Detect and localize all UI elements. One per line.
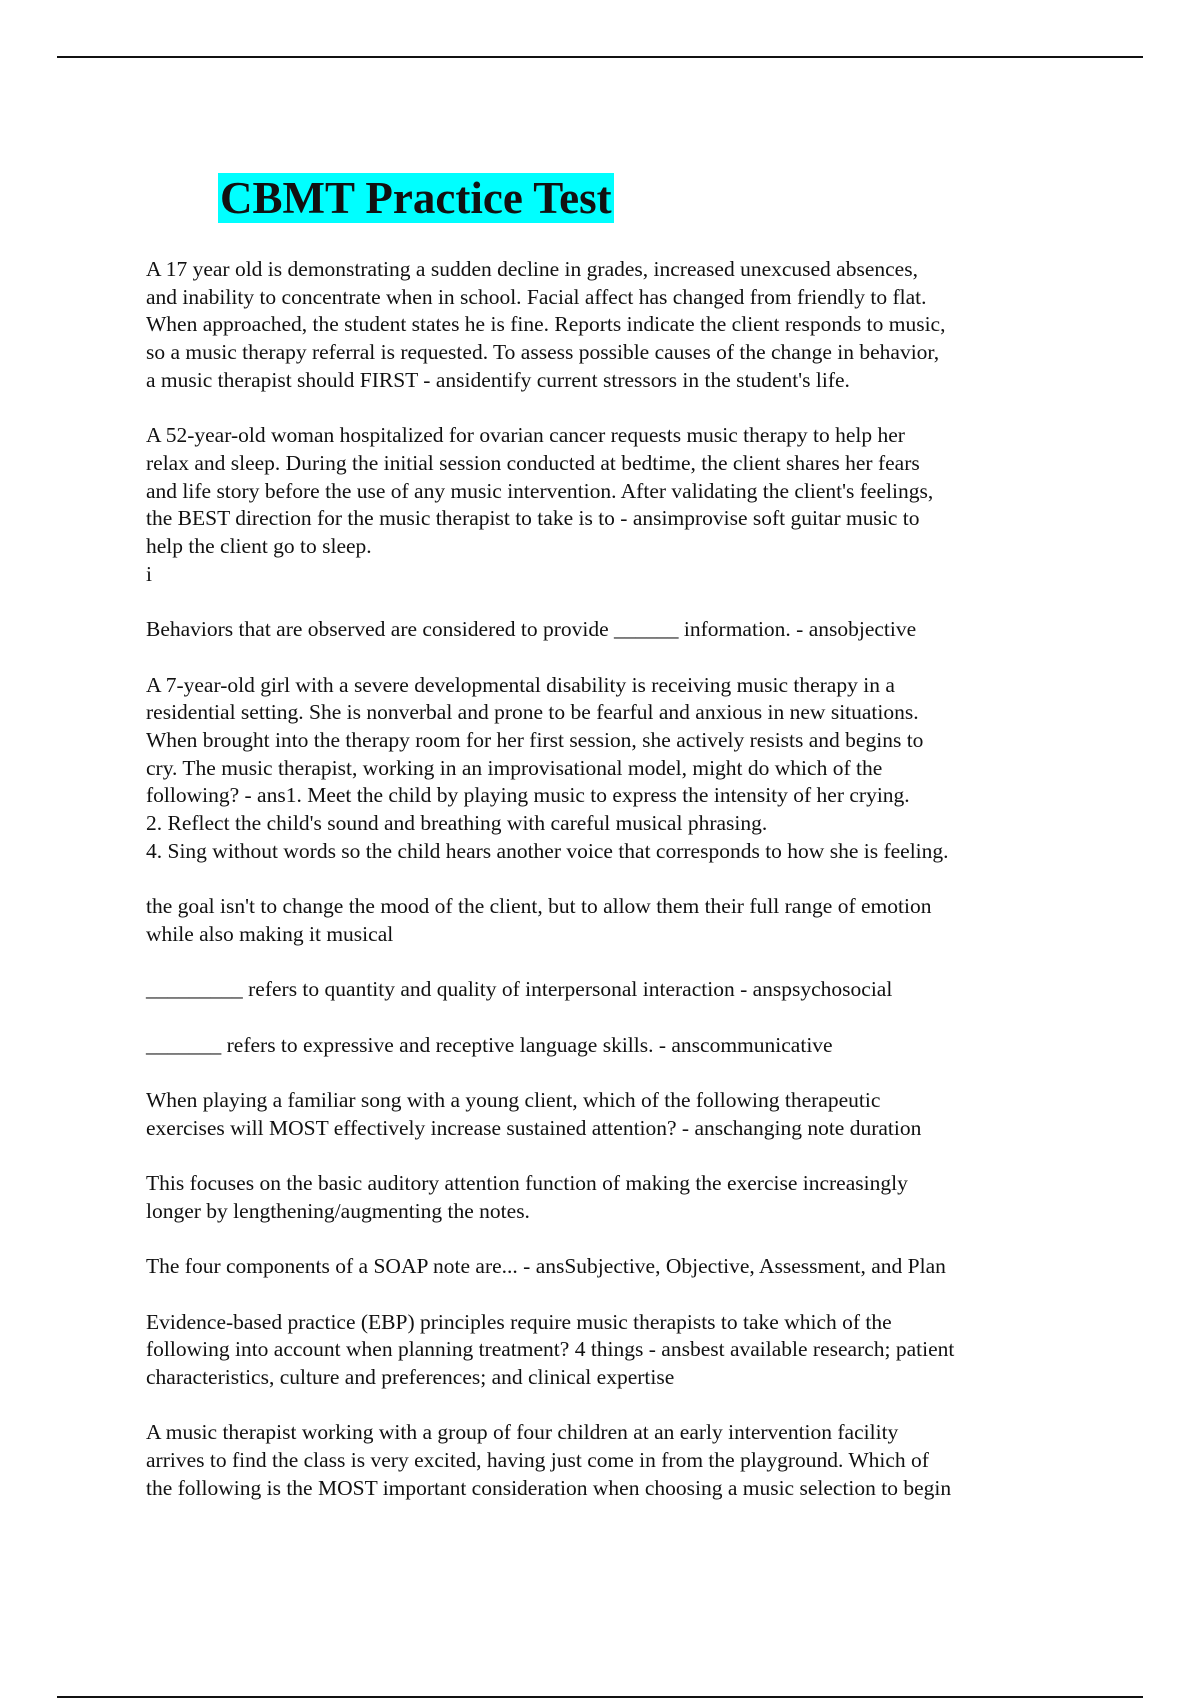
text-line: a music therapist should FIRST - ansidentify current stressors in the student's life. <box>146 367 850 392</box>
qa-paragraph <box>146 976 1146 1004</box>
text-line: longer by lengthening/augmenting the notes. <box>146 1198 530 1223</box>
text-line: and inability to concentrate when in school. Facial affect has changed from friendly to flat. <box>146 284 927 309</box>
text-line: _______ refers to expressive and receptive language skills. - anscommunicative <box>146 1032 833 1057</box>
qa-paragraph <box>146 1419 1146 1502</box>
qa-paragraph <box>146 616 1146 644</box>
text-line: 4. Sing without words so the child hears another voice that corresponds to how she is feeling. <box>146 838 949 863</box>
qa-paragraph <box>146 672 1146 866</box>
text-line: When approached, the student states he is fine. Reports indicate the client responds to music, <box>146 312 946 337</box>
qa-paragraph <box>146 1309 1146 1392</box>
qa-paragraph <box>146 422 1146 588</box>
text-line: _________ refers to quantity and quality of interpersonal interaction - anspsychosocial <box>146 977 893 1002</box>
footer-rule <box>57 1696 1143 1698</box>
text-line: i <box>146 561 152 586</box>
qa-paragraph <box>146 1253 1146 1281</box>
qa-paragraph <box>146 1087 1146 1142</box>
text-line: residential setting. She is nonverbal and prone to be fearful and anxious in new situations. <box>146 700 919 725</box>
text-line: exercises will MOST effectively increase sustained attention? - anschanging note duration <box>146 1115 922 1140</box>
text-line: 2. Reflect the child's sound and breathing with careful musical phrasing. <box>146 811 768 836</box>
document-title <box>218 170 614 226</box>
text-line: The four components of a SOAP note are... - ansSubjective, Objective, Assessment, and Plan <box>146 1254 946 1279</box>
header-rule <box>57 56 1143 58</box>
text-line: A 17 year old is demonstrating a sudden decline in grades, increased unexcused absences, <box>146 257 918 281</box>
text-line: the goal isn't to change the mood of the client, but to allow them their full range of emotion <box>146 894 932 919</box>
text-line: so a music therapy referral is requested. To assess possible causes of the change in behavior, <box>146 340 940 365</box>
qa-paragraph <box>146 893 1146 948</box>
text-line: help the client go to sleep. <box>146 534 372 559</box>
text-line: Behaviors that are observed are considered to provide ______ information. - ansobjective <box>146 617 917 642</box>
text-line: characteristics, culture and preferences; and clinical expertise <box>146 1364 675 1389</box>
text-line: while also making it musical <box>146 921 394 946</box>
text-line: A 7-year-old girl with a severe developmental disability is receiving music therapy in a <box>146 672 895 697</box>
text-line: following into account when planning treatment? 4 things - ansbest available research; patient <box>146 1337 955 1362</box>
document-title-text: CBMT Practice Test <box>220 173 612 223</box>
text-line: following? - ans1. Meet the child by playing music to express the intensity of her crying. <box>146 783 910 808</box>
text-line: cry. The music therapist, working in an improvisational model, might do which of the <box>146 755 883 780</box>
text-line: When playing a familiar song with a young client, which of the following therapeutic <box>146 1087 881 1112</box>
qa-paragraph <box>146 1032 1146 1060</box>
text-line: A music therapist working with a group of four children at an early intervention facility <box>146 1420 899 1445</box>
text-line: This focuses on the basic auditory attention function of making the exercise increasingly <box>146 1171 908 1196</box>
qa-paragraph <box>146 256 1146 395</box>
text-line: the BEST direction for the music therapist to take is to - ansimprovise soft guitar music to <box>146 506 920 531</box>
text-line: Evidence-based practice (EBP) principles require music therapists to take which of the <box>146 1309 892 1334</box>
text-line: and life story before the use of any music intervention. After validating the client's feelings, <box>146 478 934 503</box>
document-body <box>146 256 1146 1530</box>
text-line: the following is the MOST important consideration when choosing a music selection to begin <box>146 1475 952 1500</box>
text-line: When brought into the therapy room for her first session, she actively resists and begins to <box>146 727 924 752</box>
qa-paragraph <box>146 1170 1146 1225</box>
text-line: A 52-year-old woman hospitalized for ovarian cancer requests music therapy to help her <box>146 423 905 448</box>
text-line: arrives to find the class is very excited, having just come in from the playground. Which of <box>146 1448 929 1473</box>
text-line: relax and sleep. During the initial session conducted at bedtime, the client shares her fears <box>146 450 920 475</box>
